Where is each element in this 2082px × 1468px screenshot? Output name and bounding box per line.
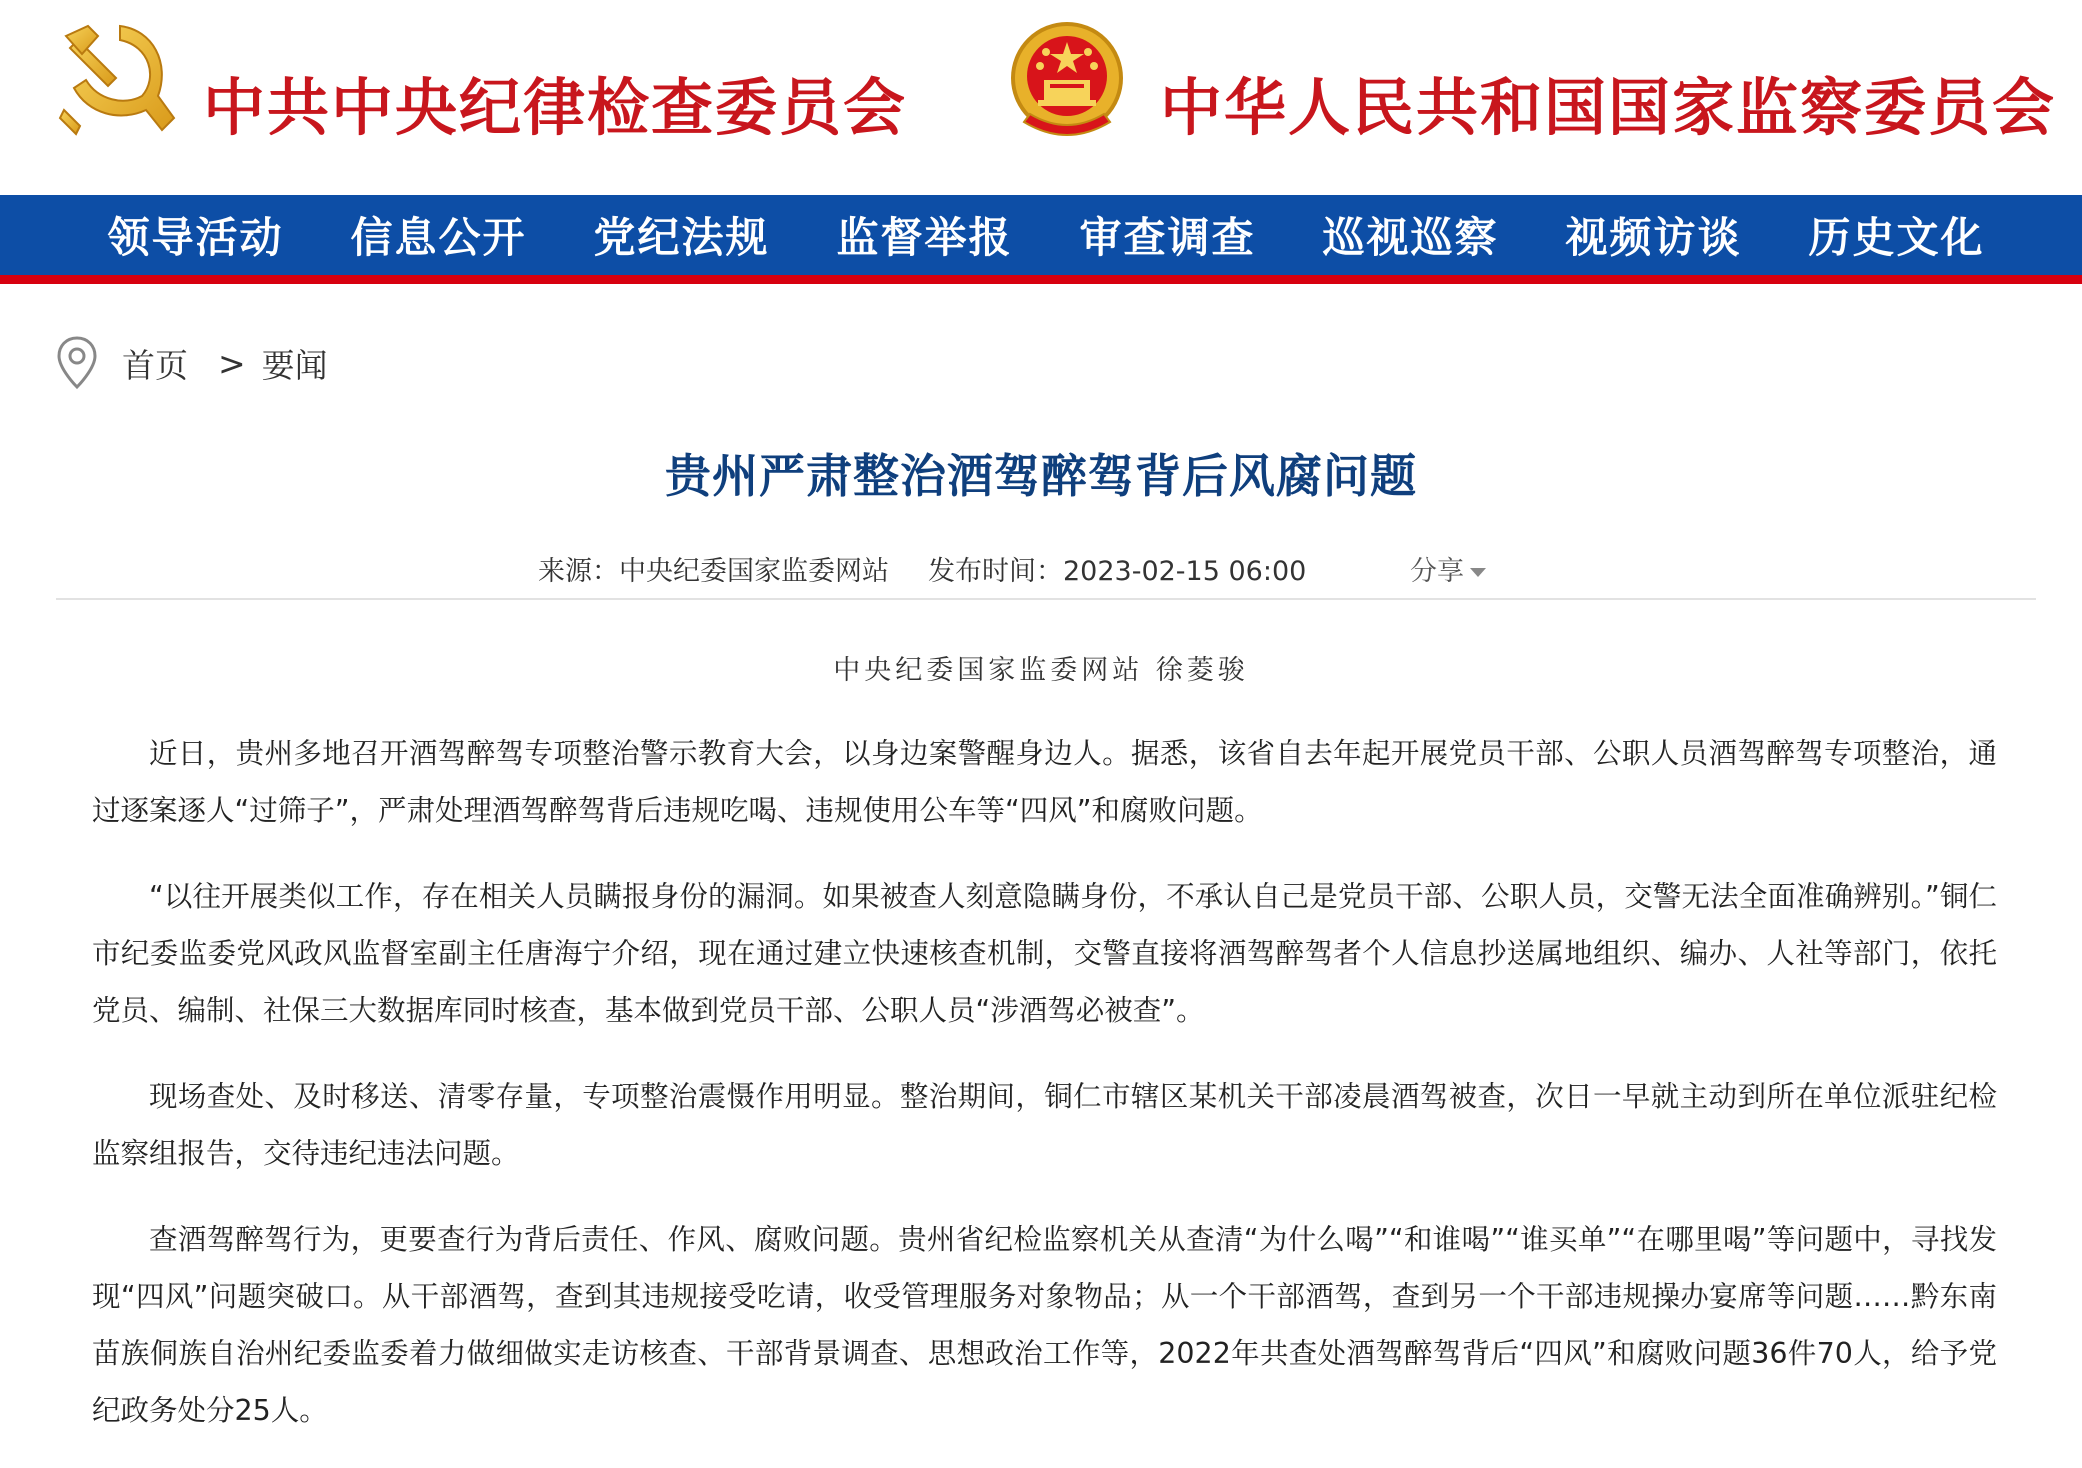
party-emblem-icon	[58, 18, 178, 140]
nav-item-regulations[interactable]: 党纪法规	[593, 213, 770, 262]
breadcrumb	[56, 335, 328, 391]
nav-item-report[interactable]: 监督举报	[836, 213, 1013, 262]
location-pin-icon	[56, 335, 98, 391]
main-nav	[0, 195, 2082, 284]
nav-item-disclosure[interactable]: 信息公开	[350, 213, 527, 262]
article-publish-time: 发布时间：2023-02-15 06:00	[928, 556, 1307, 587]
site-header	[0, 0, 2082, 195]
nav-item-inspection[interactable]: 巡视巡察	[1322, 213, 1499, 262]
national-emblem-icon	[1004, 18, 1130, 146]
share-button[interactable]	[1410, 549, 1486, 588]
article-byline: 中央纪委国家监委网站 徐菱骏	[833, 655, 1249, 686]
article-paragraph: 现场查处、及时移送、清零存量，专项整治震慑作用明显。整治期间，铜仁市辖区某机关干部凌晨酒驾被查，次日一早就主动到所在单位派驻纪检监察组报告，交待违纪违法问题。	[92, 1080, 1997, 1170]
nav-item-leadership[interactable]: 领导活动	[107, 213, 284, 262]
nav-item-video[interactable]: 视频访谈	[1565, 213, 1742, 262]
breadcrumb-home[interactable]: 首页	[122, 345, 188, 385]
breadcrumb-separator: >	[218, 343, 246, 383]
share-label: 分享	[1410, 556, 1464, 587]
article-source: 来源：中央纪委国家监委网站	[538, 556, 889, 587]
article-paragraph: “以往开展类似工作，存在相关人员瞒报身份的漏洞。如果被查人刻意隐瞒身份，不承认自己是党员干部、公职人员，交警无法全面准确辨别。”铜仁市纪委监委党风政风监督室副主任唐海宁介绍，现在通过建立快速核查机制，交警直接将酒驾醉驾者个人信息抄送属地组织、编办、人社等部门，依托党员、编制、社保三大数据库同时核查，基本做到党员干部、公职人员“涉酒驾必被查”。	[92, 880, 1997, 1027]
meta-divider	[56, 598, 2036, 600]
nav-item-history[interactable]: 历史文化	[1808, 213, 1985, 262]
nsc-title: 中华人民共和国国家监察委员会	[1160, 71, 2057, 144]
article-paragraph: 近日，贵州多地召开酒驾醉驾专项整治警示教育大会，以身边案警醒身边人。据悉，该省自去年起开展党员干部、公职人员酒驾醉驾专项整治，通过逐案逐人“过筛子”，严肃处理酒驾醉驾背后违规吃喝、违规使用公车等“四风”和腐败问题。	[92, 737, 1997, 827]
cpc-ccdi-title: 中共中央纪律检查委员会	[203, 71, 908, 144]
article-meta	[0, 549, 2082, 589]
nav-item-investigation[interactable]: 审查调查	[1079, 213, 1256, 262]
chevron-down-icon	[1470, 568, 1486, 577]
breadcrumb-current[interactable]: 要闻	[261, 345, 328, 385]
article-paragraph: 查酒驾醉驾行为，更要查行为背后责任、作风、腐败问题。贵州省纪检监察机关从查清“为什么喝”“和谁喝”“谁买单”“在哪里喝”等问题中，寻找发现“四风”问题突破口。从干部酒驾，查到其违规接受吃请，收受管理服务对象物品；从一个干部酒驾，查到另一个干部违规操办宴席等问题……黔东南苗族侗族自治州纪委监委着力做细做实走访核查、干部背景调查、思想政治工作等，2022年共查处酒驾醉驾背后“四风”和腐败问题36件70人，给予党纪政务处分25人。	[92, 1223, 1997, 1427]
article-title: 贵州严肃整治酒驾醉驾背后风腐问题	[665, 449, 1417, 503]
article-body	[92, 725, 1997, 1468]
